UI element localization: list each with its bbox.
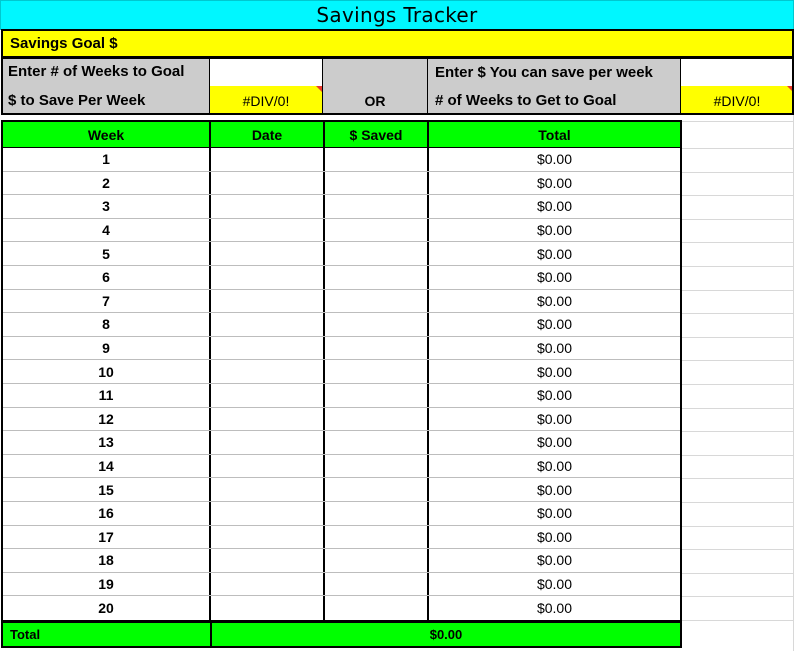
cell-saved[interactable] (325, 148, 429, 171)
save-per-week-value (210, 86, 324, 115)
cell-saved[interactable] (325, 219, 429, 242)
weeks-to-goal-input[interactable] (210, 59, 324, 87)
cell-total: $0.00 (536, 387, 573, 404)
grid-line (682, 478, 794, 479)
save-per-week-text: #DIV/0! (242, 92, 290, 109)
table-row (3, 242, 680, 266)
cell-week: 10 (3, 360, 211, 383)
cell-total: $0.00 (536, 245, 573, 262)
cell-saved[interactable] (325, 526, 429, 549)
savings-table-body (1, 148, 682, 622)
cell-total: $0.00 (536, 576, 573, 593)
header-week: Week (3, 122, 211, 147)
cell-week: 3 (3, 195, 211, 218)
cell-week: 8 (3, 313, 211, 336)
cell-week: 2 (3, 172, 211, 195)
cell-date[interactable] (211, 408, 325, 431)
cell-total: $0.00 (536, 292, 573, 309)
cell-week: 6 (3, 266, 211, 289)
cell-saved[interactable] (325, 502, 429, 525)
grid-line (682, 219, 794, 220)
cell-week: 15 (3, 478, 211, 501)
grid-line (682, 573, 794, 574)
table-row (3, 478, 680, 502)
table-row (3, 337, 680, 361)
cell-week: 14 (3, 455, 211, 478)
cell-week: 12 (3, 408, 211, 431)
grid-line (682, 148, 794, 149)
cell-total: $0.00 (536, 552, 573, 569)
cell-total: $0.00 (536, 410, 573, 427)
grid-line (682, 242, 794, 243)
cell-date[interactable] (211, 478, 325, 501)
savings-goal-label: Savings Goal $ (1, 29, 211, 58)
table-row (3, 195, 680, 219)
grid-line (682, 596, 794, 597)
grid-line (682, 360, 794, 361)
save-per-week-label: $ to Save Per Week (1, 86, 211, 115)
cell-saved[interactable] (325, 596, 429, 620)
cell-saved[interactable] (325, 195, 429, 218)
header-saved: $ Saved (325, 122, 429, 147)
error-flag-icon (787, 86, 793, 92)
cell-saved[interactable] (325, 549, 429, 572)
cell-week: 1 (3, 148, 211, 171)
cell-week: 18 (3, 549, 211, 572)
cell-week: 5 (3, 242, 211, 265)
table-row (3, 502, 680, 526)
or-label: OR (364, 92, 386, 109)
cell-total: $0.00 (536, 269, 573, 286)
table-row (3, 266, 680, 290)
cell-date[interactable] (211, 313, 325, 336)
cell-total: $0.00 (536, 340, 573, 357)
grid-line (682, 290, 794, 291)
cell-date[interactable] (211, 455, 325, 478)
cell-date[interactable] (211, 337, 325, 360)
cell-saved[interactable] (325, 337, 429, 360)
table-row (3, 384, 680, 408)
grid-line (682, 195, 794, 196)
cell-saved[interactable] (325, 408, 429, 431)
cell-total: $0.00 (536, 198, 573, 215)
footer-total-value: $0.00 (210, 621, 682, 648)
header-date: Date (211, 122, 325, 147)
cell-date[interactable] (211, 360, 325, 383)
weeks-to-get-value (681, 86, 793, 115)
header-total: Total (538, 126, 571, 143)
cell-total: $0.00 (536, 151, 573, 168)
cell-week: 9 (3, 337, 211, 360)
grid-line (682, 384, 794, 385)
cell-date[interactable] (211, 596, 325, 620)
cell-total: $0.00 (536, 528, 573, 545)
cell-date[interactable] (211, 431, 325, 454)
cell-total: $0.00 (536, 222, 573, 239)
grid-line (682, 549, 794, 550)
cell-week: 20 (3, 596, 211, 620)
table-row (3, 172, 680, 196)
table-header (1, 120, 682, 149)
you-can-save-label: Enter $ You can save per week (428, 59, 682, 87)
cell-date[interactable] (211, 526, 325, 549)
savings-goal-input[interactable] (209, 29, 794, 58)
cell-total: $0.00 (536, 174, 573, 191)
grid-line (682, 313, 794, 314)
cell-week: 16 (3, 502, 211, 525)
cell-saved[interactable] (325, 360, 429, 383)
cell-saved[interactable] (325, 266, 429, 289)
grid-line (682, 620, 794, 621)
cell-date[interactable] (211, 549, 325, 572)
table-row (3, 549, 680, 573)
cell-date[interactable] (211, 266, 325, 289)
table-row (3, 573, 680, 597)
table-row (3, 455, 680, 479)
cell-total: $0.00 (536, 316, 573, 333)
cell-saved[interactable] (325, 384, 429, 407)
table-row (3, 290, 680, 314)
cell-saved[interactable] (325, 573, 429, 596)
table-row (3, 313, 680, 337)
cell-date[interactable] (211, 502, 325, 525)
cell-saved[interactable] (325, 242, 429, 265)
cell-total: $0.00 (536, 458, 573, 475)
cell-date[interactable] (211, 242, 325, 265)
cell-date[interactable] (211, 172, 325, 195)
cell-date[interactable] (211, 290, 325, 313)
cell-week: 4 (3, 219, 211, 242)
table-row (3, 219, 680, 243)
grid-line (682, 526, 794, 527)
cell-week: 17 (3, 526, 211, 549)
grid-line (682, 408, 794, 409)
weeks-to-get-text: #DIV/0! (713, 92, 761, 109)
cell-saved[interactable] (325, 313, 429, 336)
table-row (3, 148, 680, 172)
cell-week: 13 (3, 431, 211, 454)
grid-line (682, 337, 794, 338)
cell-date[interactable] (211, 384, 325, 407)
cell-week: 7 (3, 290, 211, 313)
sheet-title: Savings Tracker (0, 0, 794, 30)
grid-line (682, 502, 794, 503)
weeks-to-goal-label: Enter # of Weeks to Goal (1, 57, 211, 87)
cell-total: $0.00 (536, 505, 573, 522)
cell-saved[interactable] (325, 290, 429, 313)
cell-week: 19 (3, 573, 211, 596)
grid-line (682, 431, 794, 432)
cell-saved[interactable] (325, 478, 429, 501)
cell-date[interactable] (211, 195, 325, 218)
cell-date[interactable] (211, 573, 325, 596)
weeks-to-get-label: # of Weeks to Get to Goal (428, 86, 682, 115)
cell-saved[interactable] (325, 431, 429, 454)
table-row (3, 431, 680, 455)
cell-date[interactable] (211, 219, 325, 242)
footer-total-label: Total (1, 621, 212, 648)
table-row (3, 526, 680, 550)
grid-line (682, 455, 794, 456)
table-row (3, 596, 680, 620)
cell-total: $0.00 (536, 600, 573, 617)
grid-line (681, 121, 794, 122)
cell-saved[interactable] (325, 455, 429, 478)
error-flag-icon (316, 86, 322, 92)
grid-line (682, 266, 794, 267)
cell-saved[interactable] (325, 172, 429, 195)
cell-total: $0.00 (536, 363, 573, 380)
cell-total: $0.00 (536, 434, 573, 451)
cell-week: 11 (3, 384, 211, 407)
or-cell (323, 59, 429, 115)
cell-total: $0.00 (536, 481, 573, 498)
table-row (3, 360, 680, 384)
grid-line (682, 172, 794, 173)
table-row (3, 408, 680, 432)
cell-date[interactable] (211, 148, 325, 171)
you-can-save-input[interactable] (681, 59, 793, 87)
